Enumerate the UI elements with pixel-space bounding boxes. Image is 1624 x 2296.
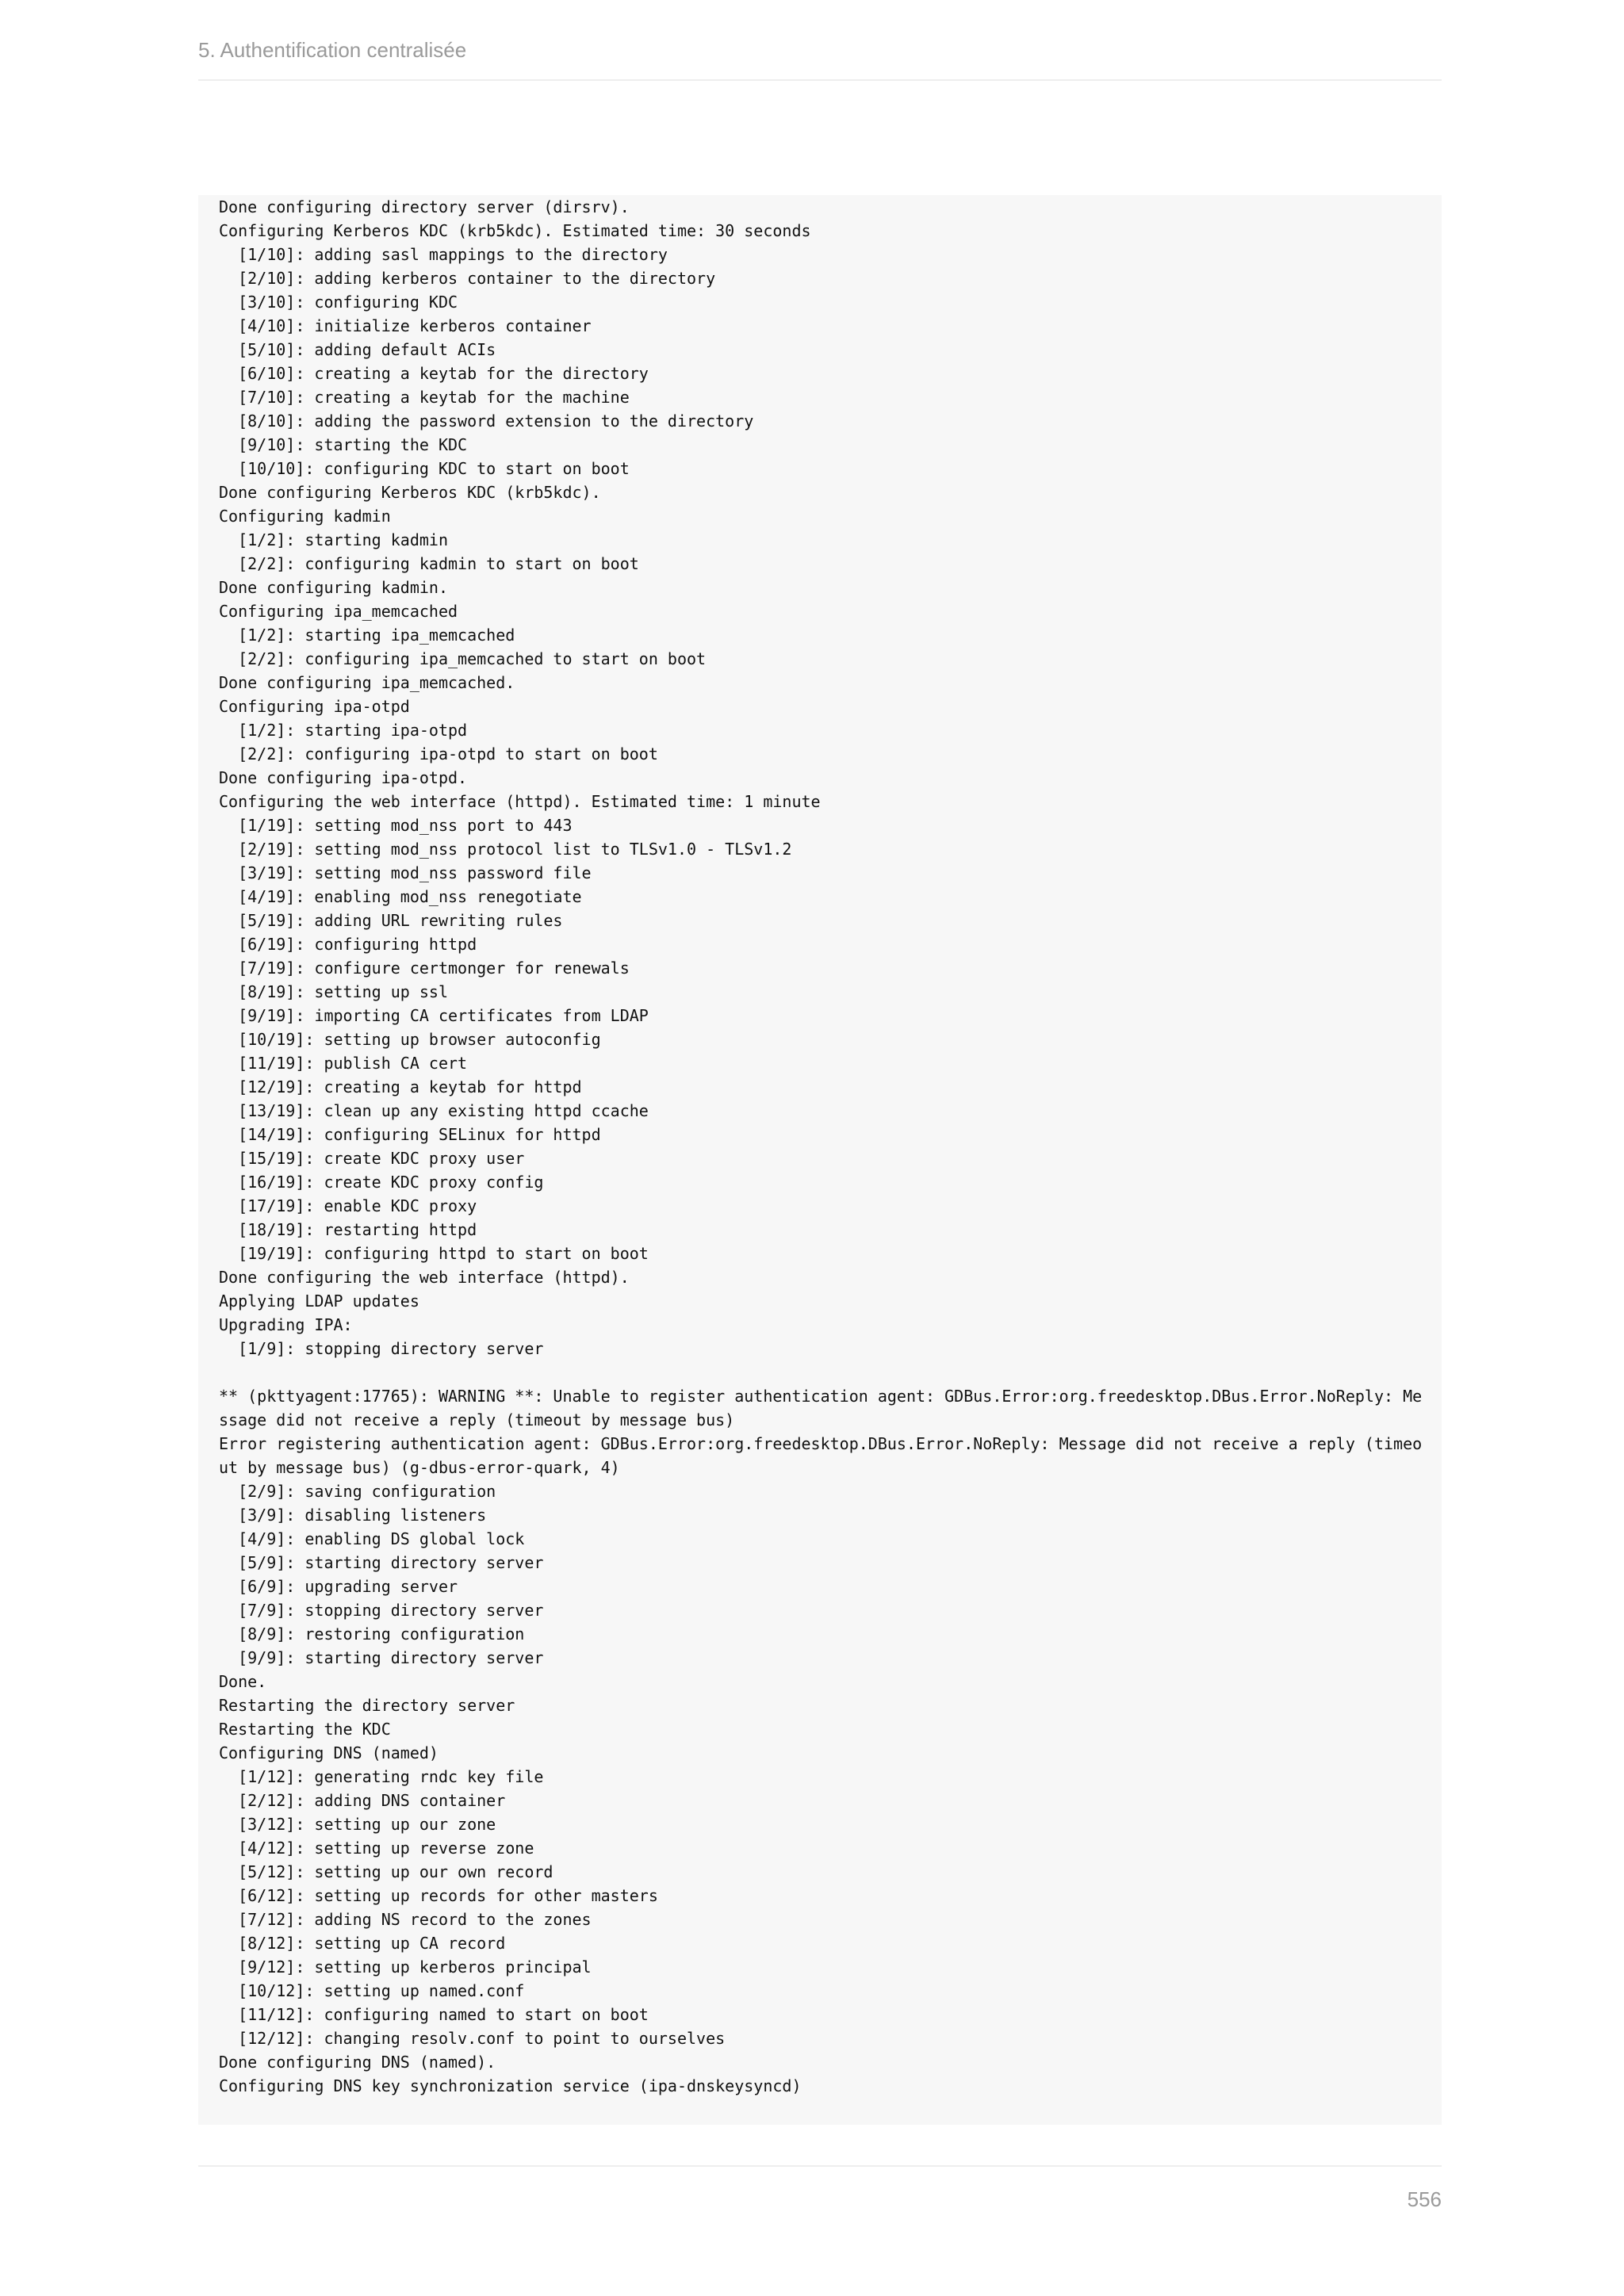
code-line: [2/10]: adding kerberos container to the directory	[219, 269, 716, 288]
code-line: [6/9]: upgrading server	[219, 1577, 458, 1596]
code-line: [9/9]: starting directory server	[219, 1648, 544, 1667]
code-line: Applying LDAP updates	[219, 1292, 419, 1311]
code-line: [4/10]: initialize kerberos container	[219, 316, 592, 335]
code-line: [3/9]: disabling listeners	[219, 1506, 487, 1525]
code-line: [13/19]: clean up any existing httpd ccache	[219, 1101, 649, 1120]
code-line: [10/10]: configuring KDC to start on boot	[219, 459, 630, 478]
code-line: [17/19]: enable KDC proxy	[219, 1196, 477, 1215]
code-line: [6/10]: creating a keytab for the directory	[219, 364, 649, 383]
code-line: [7/19]: configure certmonger for renewals	[219, 959, 630, 978]
code-line: Configuring the web interface (httpd). Estimated time: 1 minute	[219, 792, 821, 811]
code-line: [1/2]: starting ipa_memcached	[219, 626, 515, 645]
code-line: Error registering authentication agent: GDBus.Error:org.freedesktop.DBus.Error.NoReply: Message did not receive a reply (timeo	[219, 1434, 1423, 1453]
code-line: [3/12]: setting up our zone	[219, 1815, 496, 1834]
code-line: [15/19]: create KDC proxy user	[219, 1149, 525, 1168]
code-line: [6/12]: setting up records for other masters	[219, 1886, 658, 1905]
code-line: [1/10]: adding sasl mappings to the directory	[219, 245, 668, 264]
code-line: [8/9]: restoring configuration	[219, 1624, 525, 1644]
code-line: Done configuring ipa-otpd.	[219, 768, 468, 787]
code-line: [5/9]: starting directory server	[219, 1553, 544, 1572]
code-line: Upgrading IPA:	[219, 1315, 353, 1334]
code-line: Done configuring DNS (named).	[219, 2053, 496, 2072]
code-block	[198, 195, 1442, 2125]
code-line: [1/2]: starting ipa-otpd	[219, 721, 468, 740]
code-line: [12/19]: creating a keytab for httpd	[219, 1077, 582, 1096]
code-line: [4/9]: enabling DS global lock	[219, 1529, 525, 1548]
code-line: [8/10]: adding the password extension to the directory	[219, 411, 754, 430]
code-line: [11/12]: configuring named to start on boot	[219, 2005, 649, 2024]
code-line: [16/19]: create KDC proxy config	[219, 1173, 544, 1192]
code-line: [3/10]: configuring KDC	[219, 293, 458, 312]
page-footer	[198, 2165, 1442, 2229]
code-line: Done configuring directory server (dirsrv).	[219, 197, 630, 216]
code-line: [10/12]: setting up named.conf	[219, 1981, 525, 2000]
code-line: ssage did not receive a reply (timeout by message bus)	[219, 1410, 735, 1429]
code-line: [7/9]: stopping directory server	[219, 1601, 544, 1620]
code-line: [5/10]: adding default ACIs	[219, 340, 496, 359]
code-line: [9/12]: setting up kerberos principal	[219, 1957, 592, 1976]
code-line: [8/12]: setting up CA record	[219, 1934, 506, 1953]
code-line: [7/12]: adding NS record to the zones	[219, 1910, 592, 1929]
chapter-title: 5. Authentification centralisée	[198, 38, 467, 62]
code-line: ut by message bus) (g-dbus-error-quark, 4)	[219, 1458, 620, 1477]
code-line: [19/19]: configuring httpd to start on boot	[219, 1244, 649, 1263]
code-line: [2/2]: configuring ipa-otpd to start on boot	[219, 744, 658, 763]
code-line: Done configuring the web interface (httpd).	[219, 1268, 630, 1287]
code-line: [1/19]: setting mod_nss port to 443	[219, 816, 573, 835]
code-line: Restarting the KDC	[219, 1720, 391, 1739]
code-line: Restarting the directory server	[219, 1696, 515, 1715]
code-line: ** (pkttyagent:17765): WARNING **: Unable to register authentication agent: GDBus.Error:org.freedesktop.DBus.Error.NoReply: Me	[219, 1387, 1423, 1406]
page-number: 556	[1407, 2187, 1442, 2211]
code-line: [1/2]: starting kadmin	[219, 530, 448, 549]
code-line: Done configuring ipa_memcached.	[219, 673, 515, 692]
code-line: [3/19]: setting mod_nss password file	[219, 863, 592, 882]
code-line: Done configuring kadmin.	[219, 578, 448, 597]
code-line: [8/19]: setting up ssl	[219, 982, 448, 1001]
code-line: [11/19]: publish CA cert	[219, 1054, 468, 1073]
code-line: [9/19]: importing CA certificates from LDAP	[219, 1006, 649, 1025]
code-line: [7/10]: creating a keytab for the machine	[219, 388, 630, 407]
code-line: Configuring DNS key synchronization service (ipa-dnskeysyncd)	[219, 2076, 802, 2095]
code-line	[219, 1360, 1442, 1384]
code-line: [4/12]: setting up reverse zone	[219, 1839, 534, 1858]
code-line: Configuring Kerberos KDC (krb5kdc). Estimated time: 30 seconds	[219, 221, 811, 240]
code-line: [1/9]: stopping directory server	[219, 1339, 544, 1358]
code-line: [9/10]: starting the KDC	[219, 435, 468, 454]
code-line: Done configuring Kerberos KDC (krb5kdc).	[219, 483, 601, 502]
code-line: [2/12]: adding DNS container	[219, 1791, 506, 1810]
code-line: [2/9]: saving configuration	[219, 1482, 496, 1501]
code-line: Configuring kadmin	[219, 507, 391, 526]
code-line: [12/12]: changing resolv.conf to point to ourselves	[219, 2029, 726, 2048]
code-line: Done.	[219, 1672, 267, 1691]
code-line: [18/19]: restarting httpd	[219, 1220, 477, 1239]
code-line: Configuring ipa_memcached	[219, 602, 458, 621]
code-line: [1/12]: generating rndc key file	[219, 1767, 544, 1786]
code-line: Configuring DNS (named)	[219, 1743, 439, 1762]
page-header	[198, 35, 1442, 81]
code-line: [4/19]: enabling mod_nss renegotiate	[219, 887, 582, 906]
code-line: [14/19]: configuring SELinux for httpd	[219, 1125, 601, 1144]
code-line: Configuring ipa-otpd	[219, 697, 410, 716]
code-line: [5/19]: adding URL rewriting rules	[219, 911, 563, 930]
code-line: [2/2]: configuring ipa_memcached to start on boot	[219, 649, 707, 668]
code-line: [6/19]: configuring httpd	[219, 935, 477, 954]
code-line: [5/12]: setting up our own record	[219, 1862, 553, 1881]
code-line: [10/19]: setting up browser autoconfig	[219, 1030, 601, 1049]
code-listing	[219, 195, 1442, 2098]
code-line: [2/19]: setting mod_nss protocol list to TLSv1.0 - TLSv1.2	[219, 840, 792, 859]
code-line: [2/2]: configuring kadmin to start on boot	[219, 554, 639, 573]
